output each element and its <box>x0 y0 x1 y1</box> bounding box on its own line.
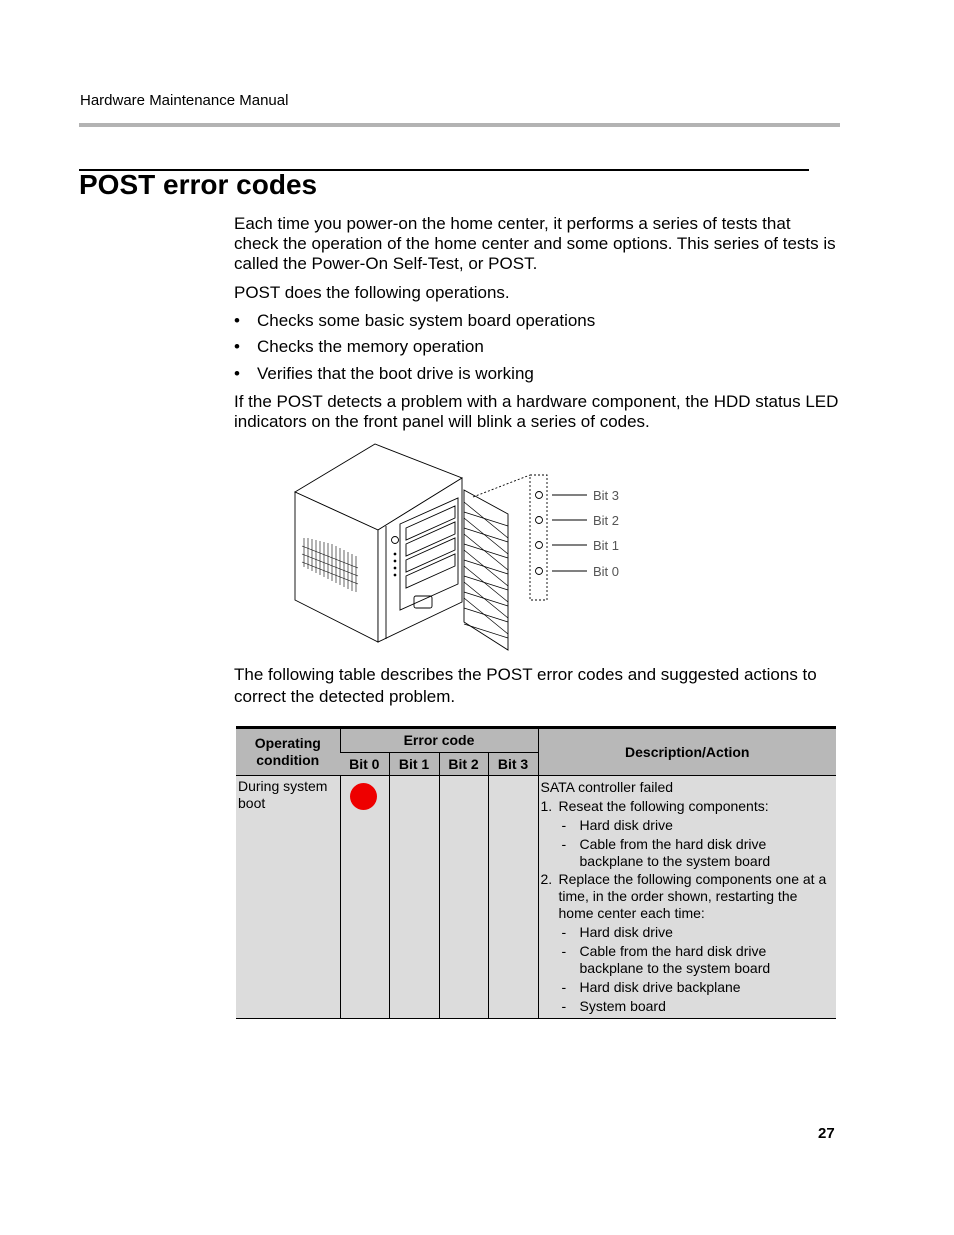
dash-glyph: - <box>561 979 567 995</box>
page-title: POST error codes <box>79 169 318 200</box>
list-item <box>541 836 833 870</box>
callout-leader <box>473 475 530 497</box>
list-item <box>541 998 833 1015</box>
hdd-led-icons <box>536 492 543 575</box>
list-item-text: Verifies that the boot drive is working <box>257 364 534 383</box>
callout-leaders <box>552 495 587 571</box>
step-text: Reseat the following components: <box>558 798 769 814</box>
bit-3-cell <box>488 776 538 1019</box>
home-center-figure <box>290 442 630 652</box>
list-item <box>541 979 833 996</box>
condition-cell: During system boot <box>236 776 340 1019</box>
list-item-text: Checks some basic system board operations <box>257 311 596 330</box>
list-item-text: Hard disk drive backplane <box>579 979 741 995</box>
error-title: SATA controller failed <box>540 779 674 795</box>
hdd-led-3-icon <box>536 492 543 499</box>
description-cell <box>538 776 836 1019</box>
table-lead: The following table describes the POST error codes and suggested actions to correct the detected problem. <box>234 665 817 706</box>
header-description-action: Description/Action <box>538 728 836 776</box>
action-step <box>541 871 833 922</box>
detection-paragraph: If the POST detects a problem with a hardware component, the HDD status LED indicators on the front panel will blink a series of codes. <box>234 392 839 431</box>
dash-glyph: - <box>561 943 567 959</box>
page-number: 27 <box>818 1125 835 1142</box>
error-code-table <box>236 726 836 1019</box>
list-item-text: Checks the memory operation <box>257 337 484 356</box>
list-item <box>541 817 833 834</box>
dash-glyph: - <box>561 817 567 833</box>
hdd-led-1-icon <box>536 542 543 549</box>
list-item-text: Hard disk drive <box>579 817 673 833</box>
header-bit-3: Bit 3 <box>488 753 538 776</box>
list-item <box>541 924 833 941</box>
list-item-text: Cable from the hard disk drive backplane to the system board <box>579 943 771 976</box>
hdd-led-2-icon <box>536 517 543 524</box>
bullet-glyph: • <box>234 364 240 383</box>
action-step <box>541 798 833 815</box>
list-item-text: Hard disk drive <box>579 924 673 940</box>
dash-glyph: - <box>561 924 567 940</box>
header-error-code: Error code <box>340 728 538 753</box>
callout-label: Bit 1 <box>593 538 620 553</box>
step-number: 1. <box>540 798 553 814</box>
operations-lead: POST does the following operations. <box>234 283 510 302</box>
dash-glyph: - <box>561 998 567 1014</box>
hdd-led-0-icon <box>536 568 543 575</box>
led-on-indicator <box>350 783 377 810</box>
header-bit-1: Bit 1 <box>389 753 439 776</box>
header-operating-condition: Operating condition <box>236 728 340 776</box>
header-bit-0: Bit 0 <box>340 753 389 776</box>
step-text: Replace the following components one at a time, in the order shown, restarting the home center each time: <box>558 871 827 921</box>
header-bit-2: Bit 2 <box>439 753 488 776</box>
bullet-glyph: • <box>234 311 240 330</box>
dash-glyph: - <box>561 836 567 852</box>
bit-1-cell <box>389 776 439 1019</box>
callout-label: Bit 3 <box>593 488 620 503</box>
callout-label: Bit 0 <box>593 564 620 579</box>
list-item-text: System board <box>579 998 666 1014</box>
header-rule <box>79 123 840 127</box>
running-header: Hardware Maintenance Manual <box>80 92 289 109</box>
callout-label: Bit 2 <box>593 513 620 528</box>
intro-paragraph: Each time you power-on the home center, it performs a series of tests that check the operation of the home center and some options. This series of tests is called the Power-On Self-Test, or POST. <box>234 214 836 273</box>
bit-0-cell <box>340 776 389 1019</box>
list-item <box>541 943 833 977</box>
list-item-text: Cable from the hard disk drive backplane to the system board <box>579 836 771 869</box>
table-row <box>236 776 836 1019</box>
step-number: 2. <box>540 871 553 887</box>
bit-2-cell <box>439 776 488 1019</box>
bullet-glyph: • <box>234 337 240 356</box>
